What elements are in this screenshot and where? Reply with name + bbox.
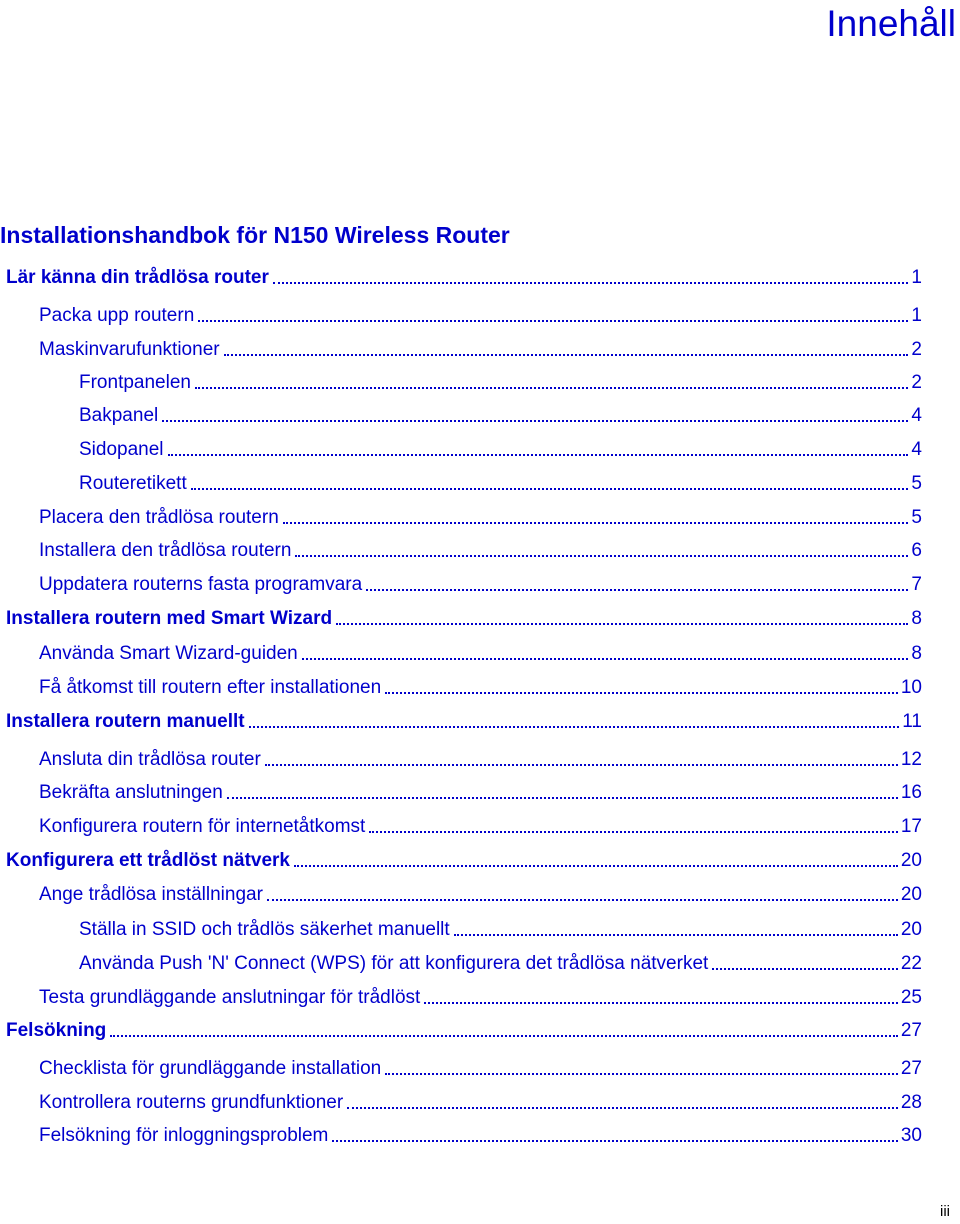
toc-entry[interactable] <box>0 708 922 734</box>
toc-entry-page: 4 <box>911 405 922 426</box>
toc-entry[interactable] <box>0 537 922 563</box>
toc-entry[interactable] <box>0 504 922 530</box>
toc-entry-label: Bakpanel <box>79 405 159 426</box>
page-title: Innehåll <box>826 3 956 44</box>
toc-entry[interactable] <box>0 436 922 462</box>
toc-entry-page: 20 <box>900 850 922 871</box>
toc-entry-page: 10 <box>900 677 922 698</box>
toc-entry-page: 5 <box>911 507 922 528</box>
toc-dot-leader <box>385 692 898 694</box>
toc-entry[interactable] <box>0 746 922 772</box>
toc-dot-leader <box>369 831 898 833</box>
toc-entry[interactable] <box>0 984 922 1010</box>
toc-entry-page: 5 <box>911 473 922 494</box>
toc-entry-label: Placera den trådlösa routern <box>39 507 279 528</box>
toc-entry-label: Ställa in SSID och trådlös säkerhet manuellt <box>79 919 450 940</box>
toc-entry-label: Packa upp routern <box>39 305 195 326</box>
toc-entry-page: 20 <box>900 919 922 940</box>
toc-entry-page: 1 <box>911 267 922 288</box>
toc-entry-page: 6 <box>911 540 922 561</box>
toc-entry-label: Konfigurera routern för internetåtkomst <box>39 816 366 837</box>
toc-dot-leader <box>295 555 908 557</box>
toc-entry[interactable] <box>0 1122 922 1148</box>
toc-entry-page: 17 <box>900 816 922 837</box>
toc-dot-leader <box>294 865 898 867</box>
toc-dot-leader <box>195 387 908 389</box>
toc-entry-page: 25 <box>900 987 922 1008</box>
toc-dot-leader <box>454 934 898 936</box>
toc-entry-page: 1 <box>911 305 922 326</box>
toc-entry-label: Installera routern manuellt <box>6 711 245 732</box>
toc-entry-label: Använda Smart Wizard-guiden <box>39 643 298 664</box>
toc-dot-leader <box>332 1140 897 1142</box>
toc-entry[interactable] <box>0 369 922 395</box>
toc-entry-label: Lär känna din trådlösa router <box>6 267 269 288</box>
toc-entry[interactable] <box>0 264 922 290</box>
toc-entry[interactable] <box>0 1017 922 1043</box>
toc-entry[interactable] <box>0 302 922 328</box>
toc-dot-leader <box>191 488 909 490</box>
toc-entry-page: 2 <box>911 372 922 393</box>
toc-entry-label: Ansluta din trådlösa router <box>39 749 261 770</box>
toc-dot-leader <box>265 764 898 766</box>
toc-entry-page: 12 <box>900 749 922 770</box>
toc-dot-leader <box>227 797 898 799</box>
toc-entry-label: Felsökning <box>6 1020 107 1041</box>
toc-entry-label: Bekräfta anslutningen <box>39 782 223 803</box>
toc-entry-page: 22 <box>900 953 922 974</box>
toc-dot-leader <box>366 589 908 591</box>
toc-dot-leader <box>336 623 908 625</box>
toc-entry[interactable] <box>0 813 922 839</box>
toc-dot-leader <box>168 454 909 456</box>
page-number: iii <box>940 1203 950 1220</box>
toc-entry-page: 16 <box>900 782 922 803</box>
toc-entry-page: 7 <box>911 574 922 595</box>
toc-dot-leader <box>385 1073 898 1075</box>
toc-entry[interactable] <box>0 881 922 907</box>
toc-entry-label: Installera den trådlösa routern <box>39 540 292 561</box>
toc-dot-leader <box>162 420 908 422</box>
toc-entry-page: 8 <box>911 608 922 629</box>
toc-entry-label: Få åtkomst till routern efter installationen <box>39 677 382 698</box>
toc-entry-page: 27 <box>900 1058 922 1079</box>
book-title: Installationshandbok för N150 Wireless Router <box>0 222 510 248</box>
toc-entry-page: 8 <box>911 643 922 664</box>
toc-entry-label: Frontpanelen <box>79 372 191 393</box>
toc-dot-leader <box>424 1002 898 1004</box>
toc-entry[interactable] <box>0 470 922 496</box>
toc-entry[interactable] <box>0 916 922 942</box>
toc-entry-page: 27 <box>900 1020 922 1041</box>
toc-dot-leader <box>712 968 898 970</box>
toc-entry-page: 4 <box>911 439 922 460</box>
toc-entry-label: Använda Push 'N' Connect (WPS) för att konfigurera det trådlösa nätverket <box>79 953 709 974</box>
toc-entry[interactable] <box>0 605 922 631</box>
toc-entry-label: Kontrollera routerns grundfunktioner <box>39 1092 344 1113</box>
toc-entry-page: 30 <box>900 1125 922 1146</box>
toc-dot-leader <box>283 522 909 524</box>
toc-entry[interactable] <box>0 847 922 873</box>
toc-entry-label: Installera routern med Smart Wizard <box>6 608 333 629</box>
toc-entry[interactable] <box>0 336 922 362</box>
toc-dot-leader <box>302 658 909 660</box>
toc-dot-leader <box>267 899 898 901</box>
toc-entry[interactable] <box>0 950 922 976</box>
toc-entry[interactable] <box>0 402 922 428</box>
toc-entry-page: 2 <box>911 339 922 360</box>
toc-dot-leader <box>198 320 908 322</box>
toc-entry-label: Konfigurera ett trådlöst nätverk <box>6 850 290 871</box>
toc-entry-label: Sidopanel <box>79 439 164 460</box>
toc-entry-label: Maskinvarufunktioner <box>39 339 220 360</box>
toc-entry-page: 11 <box>902 711 922 732</box>
toc-dot-leader <box>110 1035 898 1037</box>
toc-dot-leader <box>273 282 909 284</box>
toc-entry[interactable] <box>0 674 922 700</box>
toc-entry-label: Uppdatera routerns fasta programvara <box>39 574 363 595</box>
toc-entry-label: Felsökning för inloggningsproblem <box>39 1125 329 1146</box>
toc-entry-label: Checklista för grundläggande installation <box>39 1058 382 1079</box>
toc-entry[interactable] <box>0 571 922 597</box>
toc-entry-page: 28 <box>900 1092 922 1113</box>
toc-dot-leader <box>249 726 900 728</box>
toc-dot-leader <box>224 354 909 356</box>
toc-entry-label: Testa grundläggande anslutningar för trådlöst <box>39 987 421 1008</box>
toc-entry[interactable] <box>0 640 922 666</box>
toc-entry[interactable] <box>0 1089 922 1115</box>
toc-dot-leader <box>347 1107 898 1109</box>
toc-entry-label: Routeretikett <box>79 473 187 494</box>
toc-entry[interactable] <box>0 1055 922 1081</box>
toc-entry-page: 20 <box>900 884 922 905</box>
toc-entry[interactable] <box>0 779 922 805</box>
toc-entry-label: Ange trådlösa inställningar <box>39 884 263 905</box>
